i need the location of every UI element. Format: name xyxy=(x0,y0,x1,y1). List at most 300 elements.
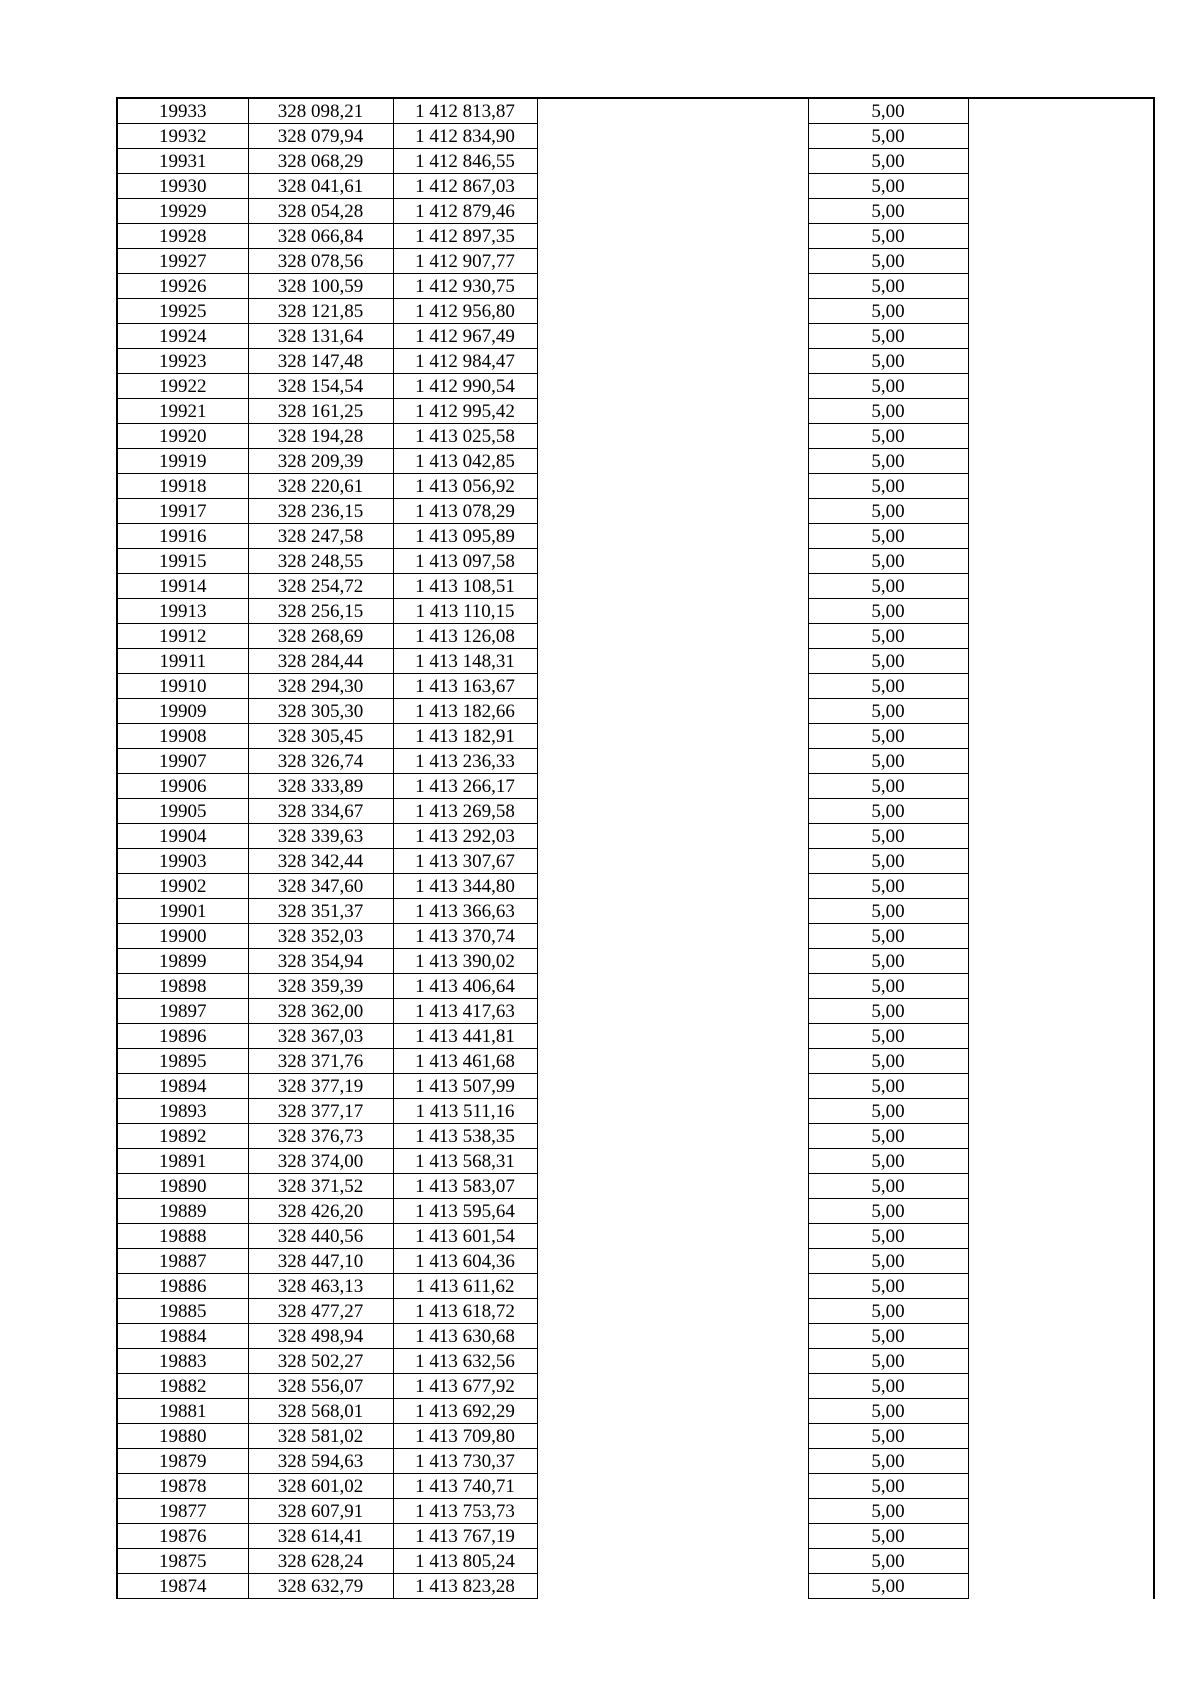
point-number-cell: 19878 xyxy=(117,1474,248,1499)
y-coordinate-cell: 1 413 677,92 xyxy=(393,1374,537,1399)
note-cell xyxy=(968,649,1154,674)
table-row xyxy=(117,874,1154,899)
y-coordinate-cell: 1 412 867,03 xyxy=(393,174,537,199)
x-coordinate-cell: 328 041,61 xyxy=(248,174,393,199)
x-coordinate-cell: 328 632,79 xyxy=(248,1574,393,1599)
x-coordinate-cell: 328 294,30 xyxy=(248,674,393,699)
note-cell xyxy=(968,1074,1154,1099)
table-row xyxy=(117,1399,1154,1424)
point-number-cell: 19887 xyxy=(117,1249,248,1274)
error-value-cell: 5,00 xyxy=(808,524,968,549)
note-cell xyxy=(968,374,1154,399)
error-value-cell: 5,00 xyxy=(808,1299,968,1324)
point-number-cell: 19894 xyxy=(117,1074,248,1099)
note-cell xyxy=(968,1524,1154,1549)
y-coordinate-cell: 1 413 618,72 xyxy=(393,1299,537,1324)
note-cell xyxy=(968,1199,1154,1224)
error-value-cell: 5,00 xyxy=(808,1524,968,1549)
empty-cell xyxy=(537,774,808,799)
note-cell xyxy=(968,174,1154,199)
table-row xyxy=(117,524,1154,549)
empty-cell xyxy=(537,424,808,449)
note-cell xyxy=(968,299,1154,324)
point-number-cell: 19903 xyxy=(117,849,248,874)
error-value-cell: 5,00 xyxy=(808,1349,968,1374)
point-number-cell: 19925 xyxy=(117,299,248,324)
x-coordinate-cell: 328 628,24 xyxy=(248,1549,393,1574)
point-number-cell: 19923 xyxy=(117,349,248,374)
y-coordinate-cell: 1 412 846,55 xyxy=(393,149,537,174)
table-row xyxy=(117,399,1154,424)
x-coordinate-cell: 328 351,37 xyxy=(248,899,393,924)
table-row xyxy=(117,1549,1154,1574)
note-cell xyxy=(968,849,1154,874)
empty-cell xyxy=(537,174,808,199)
note-cell xyxy=(968,549,1154,574)
note-cell xyxy=(968,224,1154,249)
note-cell xyxy=(968,524,1154,549)
error-value-cell: 5,00 xyxy=(808,599,968,624)
x-coordinate-cell: 328 247,58 xyxy=(248,524,393,549)
x-coordinate-cell: 328 326,74 xyxy=(248,749,393,774)
table-row xyxy=(117,1349,1154,1374)
error-value-cell: 5,00 xyxy=(808,324,968,349)
point-number-cell: 19926 xyxy=(117,274,248,299)
y-coordinate-cell: 1 413 730,37 xyxy=(393,1449,537,1474)
error-value-cell: 5,00 xyxy=(808,149,968,174)
empty-cell xyxy=(537,1399,808,1424)
y-coordinate-cell: 1 413 056,92 xyxy=(393,474,537,499)
x-coordinate-cell: 328 359,39 xyxy=(248,974,393,999)
empty-cell xyxy=(537,349,808,374)
x-coordinate-cell: 328 054,28 xyxy=(248,199,393,224)
note-cell xyxy=(968,999,1154,1024)
table-row xyxy=(117,899,1154,924)
error-value-cell: 5,00 xyxy=(808,1449,968,1474)
error-value-cell: 5,00 xyxy=(808,1399,968,1424)
note-cell xyxy=(968,1174,1154,1199)
y-coordinate-cell: 1 412 930,75 xyxy=(393,274,537,299)
empty-cell xyxy=(537,474,808,499)
y-coordinate-cell: 1 413 390,02 xyxy=(393,949,537,974)
y-coordinate-cell: 1 413 182,91 xyxy=(393,724,537,749)
point-number-cell: 19919 xyxy=(117,449,248,474)
empty-cell xyxy=(537,574,808,599)
y-coordinate-cell: 1 413 126,08 xyxy=(393,624,537,649)
point-number-cell: 19928 xyxy=(117,224,248,249)
note-cell xyxy=(968,824,1154,849)
empty-cell xyxy=(537,1324,808,1349)
table-row xyxy=(117,699,1154,724)
note-cell xyxy=(968,1549,1154,1574)
empty-cell xyxy=(537,899,808,924)
table-row xyxy=(117,1199,1154,1224)
y-coordinate-cell: 1 413 095,89 xyxy=(393,524,537,549)
x-coordinate-cell: 328 147,48 xyxy=(248,349,393,374)
x-coordinate-cell: 328 556,07 xyxy=(248,1374,393,1399)
table-row xyxy=(117,649,1154,674)
note-cell xyxy=(968,149,1154,174)
x-coordinate-cell: 328 607,91 xyxy=(248,1499,393,1524)
empty-cell xyxy=(537,1374,808,1399)
error-value-cell: 5,00 xyxy=(808,1024,968,1049)
point-number-cell: 19889 xyxy=(117,1199,248,1224)
empty-cell xyxy=(537,1449,808,1474)
error-value-cell: 5,00 xyxy=(808,1199,968,1224)
note-cell xyxy=(968,1374,1154,1399)
empty-cell xyxy=(537,499,808,524)
y-coordinate-cell: 1 412 967,49 xyxy=(393,324,537,349)
x-coordinate-cell: 328 268,69 xyxy=(248,624,393,649)
table-row xyxy=(117,1274,1154,1299)
table-row xyxy=(117,249,1154,274)
error-value-cell: 5,00 xyxy=(808,249,968,274)
error-value-cell: 5,00 xyxy=(808,724,968,749)
empty-cell xyxy=(537,1524,808,1549)
x-coordinate-cell: 328 121,85 xyxy=(248,299,393,324)
table-row xyxy=(117,549,1154,574)
empty-cell xyxy=(537,249,808,274)
note-cell xyxy=(968,1249,1154,1274)
error-value-cell: 5,00 xyxy=(808,899,968,924)
point-number-cell: 19911 xyxy=(117,649,248,674)
note-cell xyxy=(968,449,1154,474)
error-value-cell: 5,00 xyxy=(808,274,968,299)
x-coordinate-cell: 328 362,00 xyxy=(248,999,393,1024)
x-coordinate-cell: 328 334,67 xyxy=(248,799,393,824)
point-number-cell: 19924 xyxy=(117,324,248,349)
point-number-cell: 19916 xyxy=(117,524,248,549)
error-value-cell: 5,00 xyxy=(808,1274,968,1299)
y-coordinate-cell: 1 413 406,64 xyxy=(393,974,537,999)
empty-cell xyxy=(537,674,808,699)
y-coordinate-cell: 1 413 108,51 xyxy=(393,574,537,599)
table-row xyxy=(117,924,1154,949)
error-value-cell: 5,00 xyxy=(808,1499,968,1524)
note-cell xyxy=(968,674,1154,699)
error-value-cell: 5,00 xyxy=(808,174,968,199)
y-coordinate-cell: 1 413 366,63 xyxy=(393,899,537,924)
x-coordinate-cell: 328 502,27 xyxy=(248,1349,393,1374)
point-number-cell: 19890 xyxy=(117,1174,248,1199)
point-number-cell: 19874 xyxy=(117,1574,248,1599)
error-value-cell: 5,00 xyxy=(808,799,968,824)
table-row xyxy=(117,624,1154,649)
empty-cell xyxy=(537,824,808,849)
error-value-cell: 5,00 xyxy=(808,224,968,249)
table-row xyxy=(117,974,1154,999)
y-coordinate-cell: 1 413 740,71 xyxy=(393,1474,537,1499)
table-row xyxy=(117,674,1154,699)
error-value-cell: 5,00 xyxy=(808,349,968,374)
point-number-cell: 19882 xyxy=(117,1374,248,1399)
table-row xyxy=(117,374,1154,399)
y-coordinate-cell: 1 413 538,35 xyxy=(393,1124,537,1149)
table-row xyxy=(117,474,1154,499)
error-value-cell: 5,00 xyxy=(808,1099,968,1124)
point-number-cell: 19909 xyxy=(117,699,248,724)
error-value-cell: 5,00 xyxy=(808,849,968,874)
point-number-cell: 19927 xyxy=(117,249,248,274)
y-coordinate-cell: 1 412 813,87 xyxy=(393,98,537,124)
table-row xyxy=(117,724,1154,749)
point-number-cell: 19933 xyxy=(117,98,248,124)
x-coordinate-cell: 328 248,55 xyxy=(248,549,393,574)
empty-cell xyxy=(537,1474,808,1499)
table-row xyxy=(117,1074,1154,1099)
table-row xyxy=(117,599,1154,624)
y-coordinate-cell: 1 413 266,17 xyxy=(393,774,537,799)
empty-cell xyxy=(537,649,808,674)
empty-cell xyxy=(537,1149,808,1174)
table-row xyxy=(117,1474,1154,1499)
x-coordinate-cell: 328 374,00 xyxy=(248,1149,393,1174)
table-row xyxy=(117,1149,1154,1174)
y-coordinate-cell: 1 412 990,54 xyxy=(393,374,537,399)
x-coordinate-cell: 328 305,30 xyxy=(248,699,393,724)
point-number-cell: 19932 xyxy=(117,124,248,149)
table-row xyxy=(117,1024,1154,1049)
error-value-cell: 5,00 xyxy=(808,299,968,324)
point-number-cell: 19900 xyxy=(117,924,248,949)
note-cell xyxy=(968,499,1154,524)
y-coordinate-cell: 1 413 753,73 xyxy=(393,1499,537,1524)
x-coordinate-cell: 328 367,03 xyxy=(248,1024,393,1049)
note-cell xyxy=(968,924,1154,949)
error-value-cell: 5,00 xyxy=(808,374,968,399)
empty-cell xyxy=(537,124,808,149)
point-number-cell: 19899 xyxy=(117,949,248,974)
point-number-cell: 19907 xyxy=(117,749,248,774)
note-cell xyxy=(968,774,1154,799)
error-value-cell: 5,00 xyxy=(808,649,968,674)
empty-cell xyxy=(537,1174,808,1199)
x-coordinate-cell: 328 376,73 xyxy=(248,1124,393,1149)
note-cell xyxy=(968,624,1154,649)
empty-cell xyxy=(537,999,808,1024)
x-coordinate-cell: 328 079,94 xyxy=(248,124,393,149)
note-cell xyxy=(968,349,1154,374)
table-row xyxy=(117,1499,1154,1524)
y-coordinate-cell: 1 412 907,77 xyxy=(393,249,537,274)
y-coordinate-cell: 1 413 709,80 xyxy=(393,1424,537,1449)
x-coordinate-cell: 328 377,17 xyxy=(248,1099,393,1124)
empty-cell xyxy=(537,399,808,424)
note-cell xyxy=(968,874,1154,899)
note-cell xyxy=(968,124,1154,149)
table-row xyxy=(117,574,1154,599)
note-cell xyxy=(968,1574,1154,1599)
empty-cell xyxy=(537,98,808,124)
note-cell xyxy=(968,1349,1154,1374)
empty-cell xyxy=(537,1249,808,1274)
x-coordinate-cell: 328 161,25 xyxy=(248,399,393,424)
note-cell xyxy=(968,1449,1154,1474)
y-coordinate-cell: 1 413 417,63 xyxy=(393,999,537,1024)
empty-cell xyxy=(537,374,808,399)
note-cell xyxy=(968,1324,1154,1349)
x-coordinate-cell: 328 256,15 xyxy=(248,599,393,624)
empty-cell xyxy=(537,149,808,174)
table-row xyxy=(117,1324,1154,1349)
point-number-cell: 19929 xyxy=(117,199,248,224)
error-value-cell: 5,00 xyxy=(808,199,968,224)
empty-cell xyxy=(537,624,808,649)
x-coordinate-cell: 328 614,41 xyxy=(248,1524,393,1549)
point-number-cell: 19921 xyxy=(117,399,248,424)
point-number-cell: 19930 xyxy=(117,174,248,199)
table-row xyxy=(117,774,1154,799)
x-coordinate-cell: 328 594,63 xyxy=(248,1449,393,1474)
empty-cell xyxy=(537,724,808,749)
note-cell xyxy=(968,324,1154,349)
table-row xyxy=(117,1574,1154,1599)
y-coordinate-cell: 1 413 025,58 xyxy=(393,424,537,449)
note-cell xyxy=(968,1149,1154,1174)
x-coordinate-cell: 328 333,89 xyxy=(248,774,393,799)
x-coordinate-cell: 328 066,84 xyxy=(248,224,393,249)
y-coordinate-cell: 1 413 163,67 xyxy=(393,674,537,699)
error-value-cell: 5,00 xyxy=(808,824,968,849)
table-row xyxy=(117,999,1154,1024)
table-row xyxy=(117,449,1154,474)
y-coordinate-cell: 1 413 595,64 xyxy=(393,1199,537,1224)
note-cell xyxy=(968,1299,1154,1324)
point-number-cell: 19896 xyxy=(117,1024,248,1049)
y-coordinate-cell: 1 413 507,99 xyxy=(393,1074,537,1099)
empty-cell xyxy=(537,699,808,724)
x-coordinate-cell: 328 347,60 xyxy=(248,874,393,899)
note-cell xyxy=(968,1424,1154,1449)
x-coordinate-cell: 328 339,63 xyxy=(248,824,393,849)
note-cell xyxy=(968,1099,1154,1124)
error-value-cell: 5,00 xyxy=(808,399,968,424)
y-coordinate-cell: 1 413 767,19 xyxy=(393,1524,537,1549)
table-row xyxy=(117,1049,1154,1074)
table-row xyxy=(117,424,1154,449)
table-row xyxy=(117,824,1154,849)
empty-cell xyxy=(537,274,808,299)
note-cell xyxy=(968,274,1154,299)
empty-cell xyxy=(537,1124,808,1149)
x-coordinate-cell: 328 209,39 xyxy=(248,449,393,474)
x-coordinate-cell: 328 068,29 xyxy=(248,149,393,174)
table-row xyxy=(117,749,1154,774)
note-cell xyxy=(968,724,1154,749)
y-coordinate-cell: 1 413 611,62 xyxy=(393,1274,537,1299)
y-coordinate-cell: 1 413 370,74 xyxy=(393,924,537,949)
x-coordinate-cell: 328 371,52 xyxy=(248,1174,393,1199)
empty-cell xyxy=(537,974,808,999)
error-value-cell: 5,00 xyxy=(808,974,968,999)
empty-cell xyxy=(537,1274,808,1299)
point-number-cell: 19917 xyxy=(117,499,248,524)
table-row xyxy=(117,849,1154,874)
table-row xyxy=(117,1424,1154,1449)
point-number-cell: 19888 xyxy=(117,1224,248,1249)
table-row xyxy=(117,499,1154,524)
point-number-cell: 19875 xyxy=(117,1549,248,1574)
x-coordinate-cell: 328 463,13 xyxy=(248,1274,393,1299)
error-value-cell: 5,00 xyxy=(808,1049,968,1074)
empty-cell xyxy=(537,849,808,874)
table-row xyxy=(117,1249,1154,1274)
error-value-cell: 5,00 xyxy=(808,1224,968,1249)
table-row xyxy=(117,299,1154,324)
x-coordinate-cell: 328 098,21 xyxy=(248,98,393,124)
error-value-cell: 5,00 xyxy=(808,1474,968,1499)
point-number-cell: 19910 xyxy=(117,674,248,699)
x-coordinate-cell: 328 568,01 xyxy=(248,1399,393,1424)
error-value-cell: 5,00 xyxy=(808,574,968,599)
note-cell xyxy=(968,199,1154,224)
empty-cell xyxy=(537,924,808,949)
x-coordinate-cell: 328 194,28 xyxy=(248,424,393,449)
note-cell xyxy=(968,1224,1154,1249)
note-cell xyxy=(968,249,1154,274)
x-coordinate-cell: 328 498,94 xyxy=(248,1324,393,1349)
x-coordinate-cell: 328 377,19 xyxy=(248,1074,393,1099)
table-row xyxy=(117,1099,1154,1124)
y-coordinate-cell: 1 413 307,67 xyxy=(393,849,537,874)
y-coordinate-cell: 1 413 148,31 xyxy=(393,649,537,674)
table-row xyxy=(117,274,1154,299)
empty-cell xyxy=(537,1074,808,1099)
error-value-cell: 5,00 xyxy=(808,1174,968,1199)
point-number-cell: 19922 xyxy=(117,374,248,399)
note-cell xyxy=(968,949,1154,974)
x-coordinate-cell: 328 254,72 xyxy=(248,574,393,599)
y-coordinate-cell: 1 413 236,33 xyxy=(393,749,537,774)
empty-cell xyxy=(537,224,808,249)
y-coordinate-cell: 1 413 604,36 xyxy=(393,1249,537,1274)
table-row xyxy=(117,1124,1154,1149)
empty-cell xyxy=(537,599,808,624)
note-cell xyxy=(968,974,1154,999)
empty-cell xyxy=(537,749,808,774)
point-number-cell: 19904 xyxy=(117,824,248,849)
note-cell xyxy=(968,98,1154,124)
table-row xyxy=(117,1449,1154,1474)
error-value-cell: 5,00 xyxy=(808,1374,968,1399)
note-cell xyxy=(968,574,1154,599)
y-coordinate-cell: 1 413 097,58 xyxy=(393,549,537,574)
point-number-cell: 19898 xyxy=(117,974,248,999)
y-coordinate-cell: 1 412 897,35 xyxy=(393,224,537,249)
error-value-cell: 5,00 xyxy=(808,98,968,124)
empty-cell xyxy=(537,1424,808,1449)
table-row xyxy=(117,199,1154,224)
point-number-cell: 19931 xyxy=(117,149,248,174)
y-coordinate-cell: 1 413 344,80 xyxy=(393,874,537,899)
note-cell xyxy=(968,749,1154,774)
table-row xyxy=(117,799,1154,824)
y-coordinate-cell: 1 413 630,68 xyxy=(393,1324,537,1349)
y-coordinate-cell: 1 413 269,58 xyxy=(393,799,537,824)
point-number-cell: 19876 xyxy=(117,1524,248,1549)
error-value-cell: 5,00 xyxy=(808,1149,968,1174)
x-coordinate-cell: 328 440,56 xyxy=(248,1224,393,1249)
note-cell xyxy=(968,1499,1154,1524)
x-coordinate-cell: 328 352,03 xyxy=(248,924,393,949)
x-coordinate-cell: 328 305,45 xyxy=(248,724,393,749)
point-number-cell: 19918 xyxy=(117,474,248,499)
error-value-cell: 5,00 xyxy=(808,1074,968,1099)
error-value-cell: 5,00 xyxy=(808,499,968,524)
error-value-cell: 5,00 xyxy=(808,999,968,1024)
error-value-cell: 5,00 xyxy=(808,1124,968,1149)
point-number-cell: 19908 xyxy=(117,724,248,749)
